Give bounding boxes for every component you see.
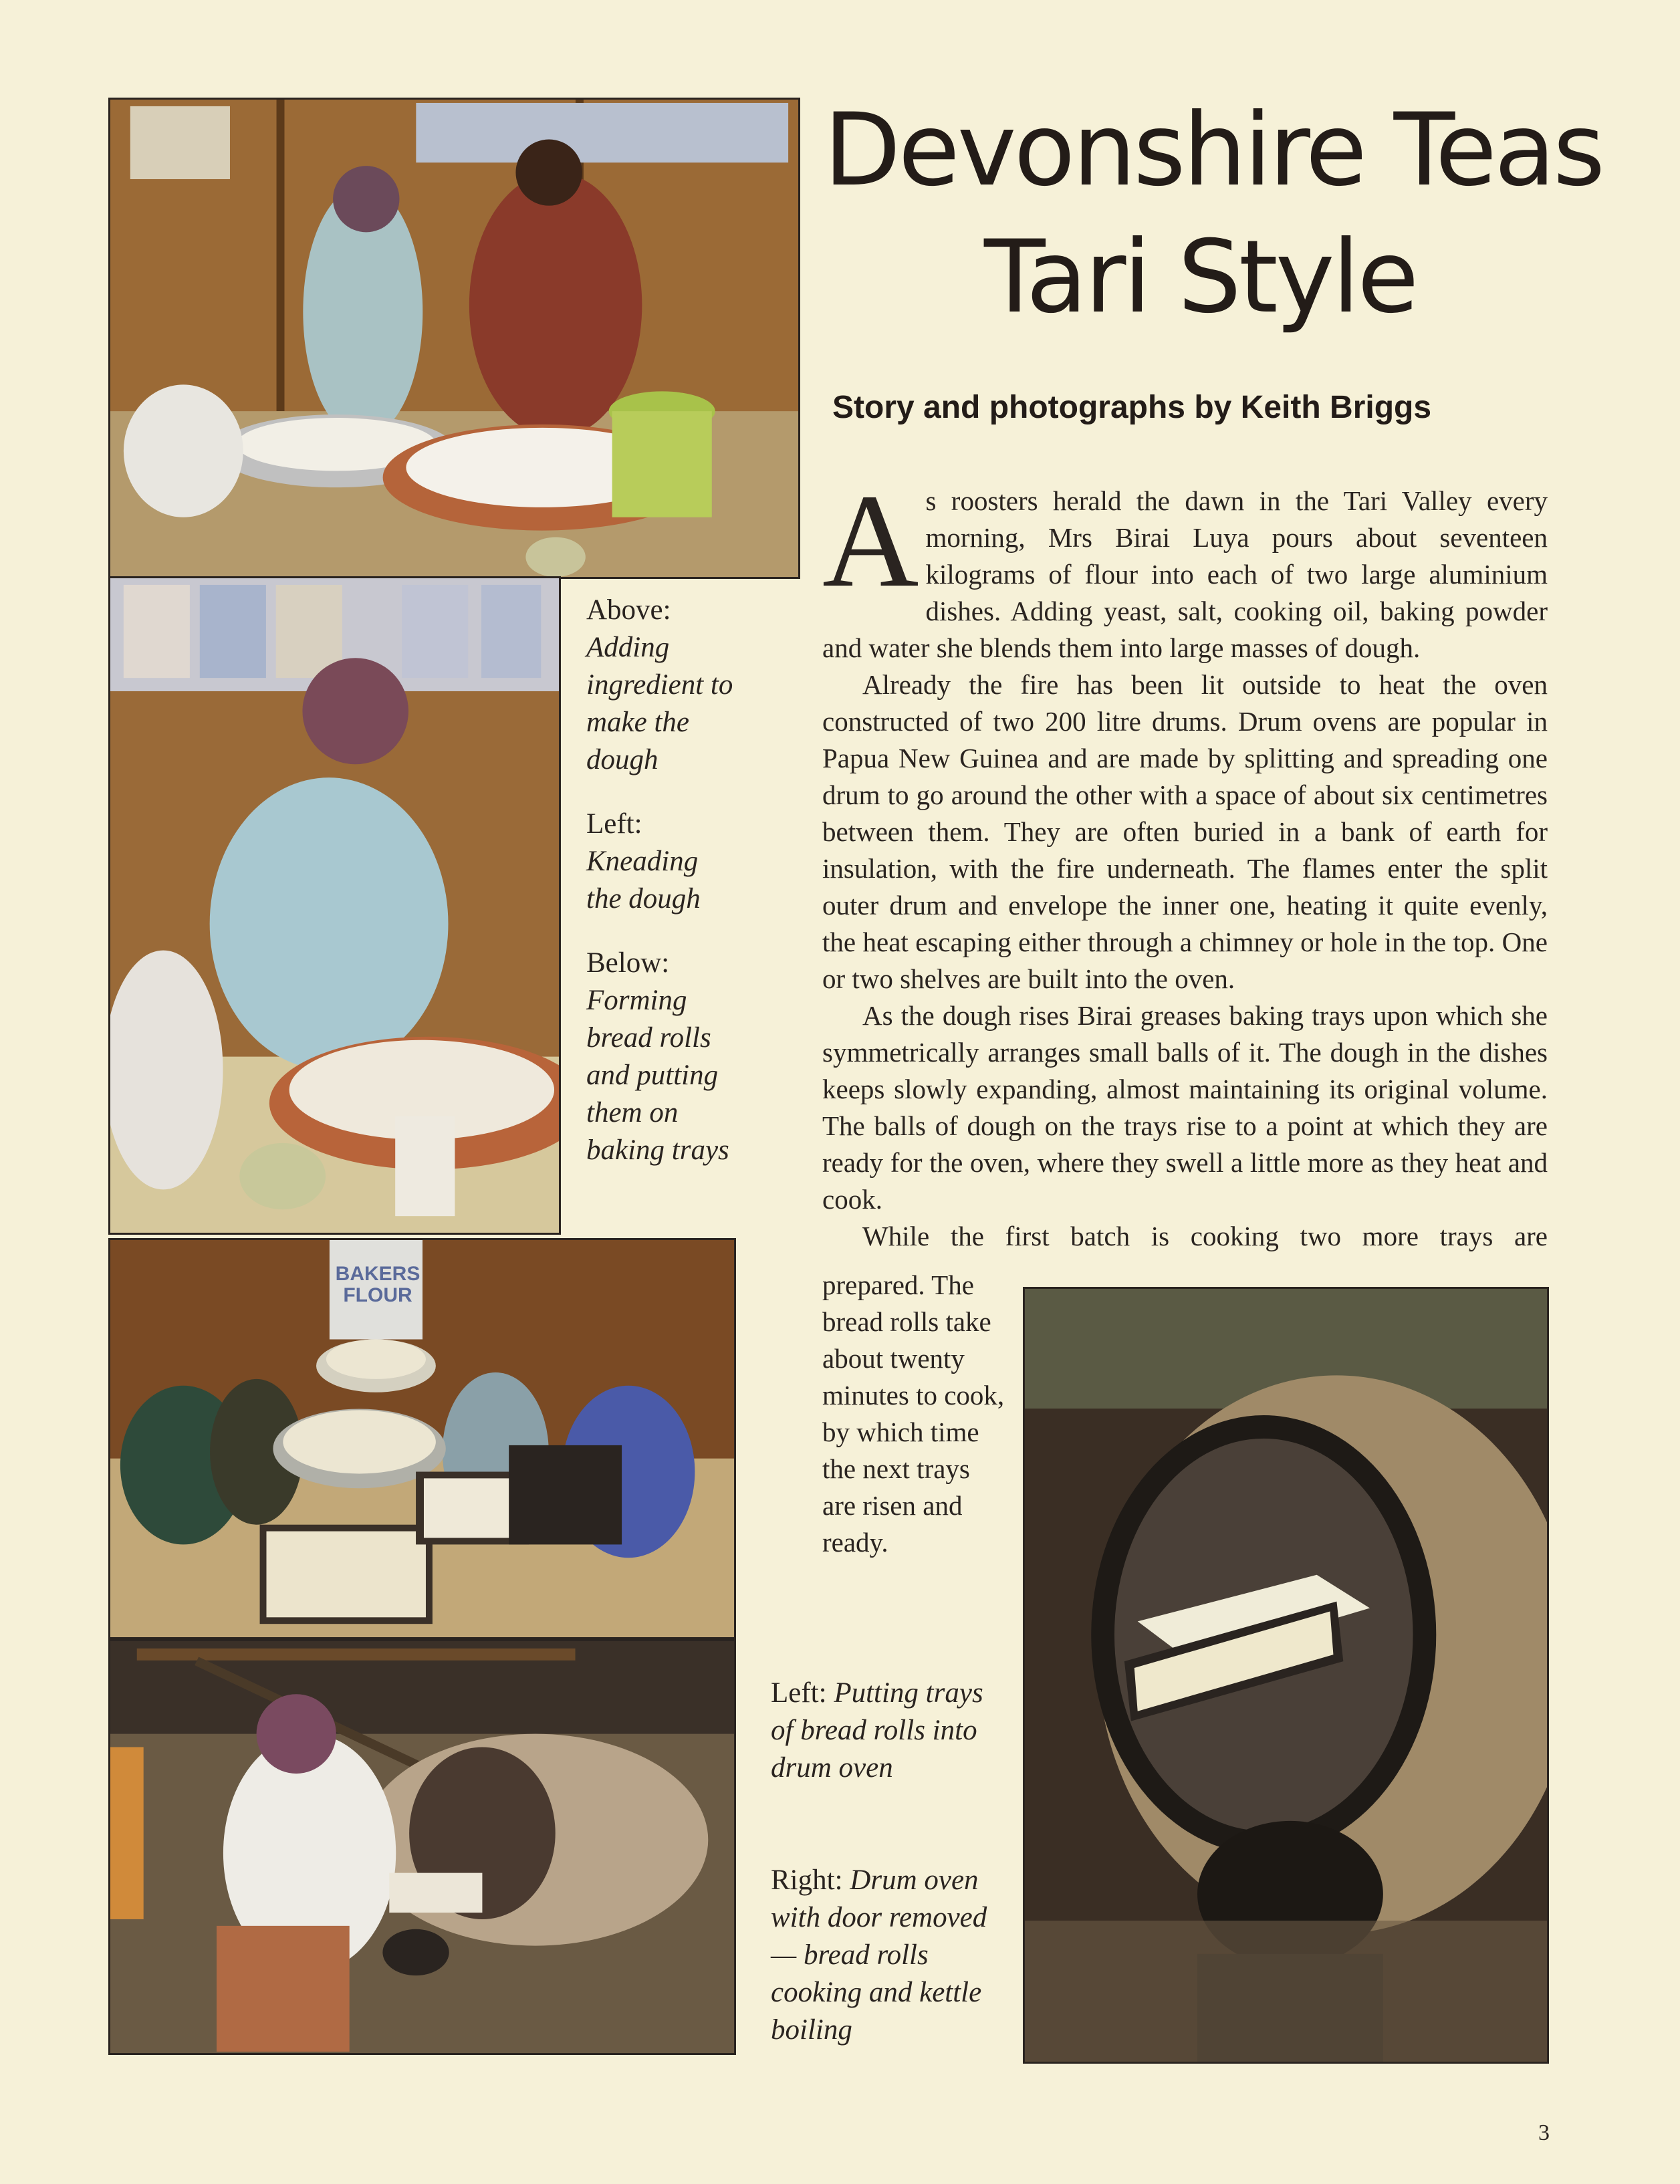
caption-below-text: Forming bread rolls and putting them on baking trays — [586, 985, 729, 1166]
drop-cap: A — [822, 467, 919, 615]
title-line-1: Devonshire Teas — [824, 92, 1603, 209]
caption-left2-text: Putting trays of bread rolls into drum oven — [771, 1677, 983, 1784]
paragraph-4-rest: prepared. The bread rolls take about twenty minutes to cook, by which time the next trays are risen and ready. — [822, 1269, 1005, 1558]
caption-above-text: Adding ingredient to make the dough — [586, 632, 733, 775]
photo-adding-ingredients — [108, 98, 800, 579]
captions-column — [586, 592, 740, 1196]
caption-left2-label: Left: — [771, 1677, 827, 1709]
caption-right-label: Right: — [771, 1864, 843, 1896]
caption-drum-oven — [771, 1862, 1001, 2049]
paragraph-1 — [822, 467, 1548, 666]
paragraph-2: Already the fire has been lit outside to heat the oven constructed of two 200 litre drums. Drum ovens are popular in Papua New Guinea and are made by splitting and spreading one drum to go around the other with a space of about six centimetres between them. They are often buried in a bank of earth for insulation, with the fire underneath. The flames enter the split outer drum and envelope the inner one, heating it quite evenly, the heat escaping either through a chimney or hole in the top. One or two shelves are built into the oven. — [822, 669, 1548, 994]
paragraph-3: As the dough rises Birai greases baking trays upon which she symmetrically arranges small balls of it. The dough in the dishes keeps slowly expanding, almost maintaining its original volume. The balls of dough on the trays rise to a point at which they are ready for the oven, where they swell a little more as they heat and cook. — [822, 1000, 1548, 1215]
article-body-narrow — [822, 1267, 1008, 1561]
photo-kneading-dough — [108, 576, 561, 1235]
page-number: 3 — [1538, 2120, 1550, 2145]
caption-above-label: Above: — [586, 594, 671, 626]
photo-drum-oven — [1023, 1287, 1549, 2064]
paragraph-1-text: s roosters herald the dawn in the Tari Valley every morning, Mrs Birai Luya pours about seventeen kilograms of flour into each of two large aluminium dishes. Adding yeast, salt, cooking oil, baking powder and water she blends them into large masses of dough. — [822, 485, 1548, 663]
caption-left-label: Left: — [586, 808, 642, 840]
paragraph-4-start: While the first batch is cooking two more trays are — [862, 1221, 1548, 1251]
photo-forming-bread-rolls — [108, 1238, 736, 1639]
caption-putting-trays — [771, 1675, 1001, 1787]
article-body — [822, 467, 1548, 1255]
photo-putting-trays-in-oven — [108, 1639, 736, 2055]
caption-right-text: Drum oven with door removed — bread rolls cooking and kettle boiling — [771, 1864, 987, 2046]
caption-left-text: Kneading the dough — [586, 846, 701, 915]
caption-below-label: Below: — [586, 947, 670, 979]
title-line-2: Tari Style — [984, 219, 1417, 336]
byline: Story and photographs by Keith Briggs — [832, 390, 1432, 425]
bakers-flour-sign: BAKERS FLOUR — [335, 1263, 421, 1306]
article-title — [824, 87, 1603, 341]
